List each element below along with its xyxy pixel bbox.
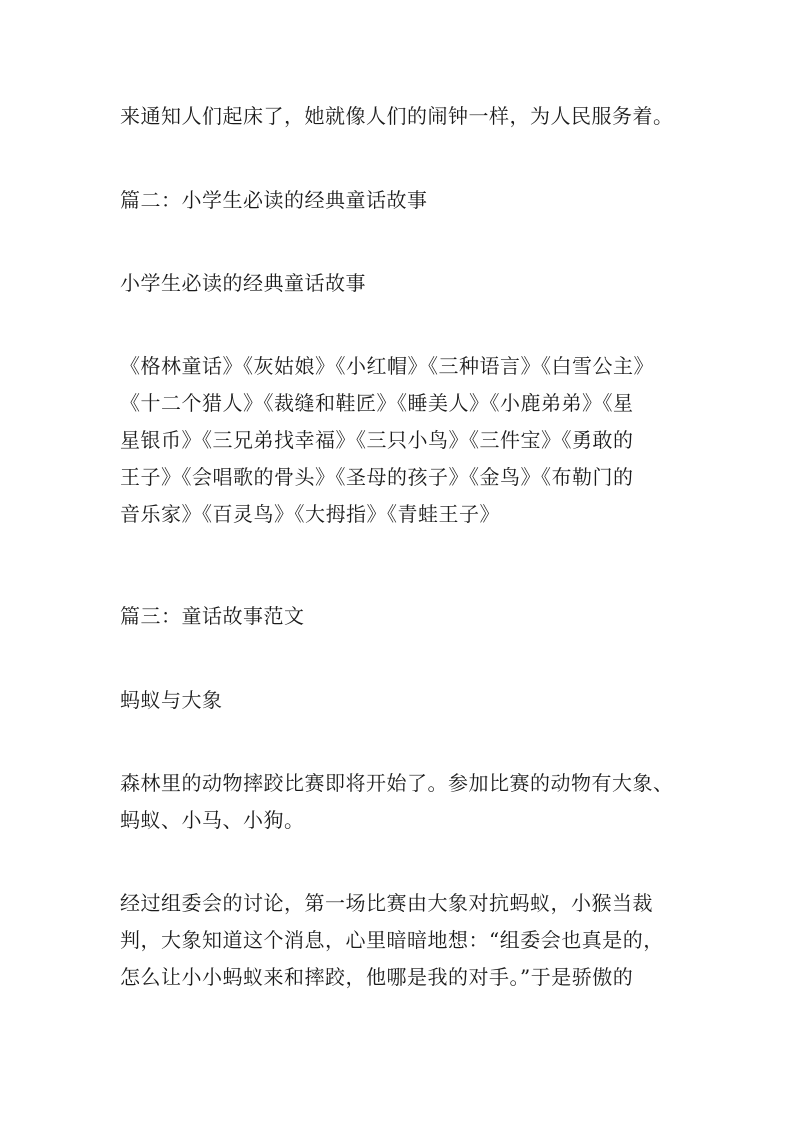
paragraph-intro: [120, 98, 690, 135]
text-line: 王子》《会唱歌的骨头》《圣母的孩子》《金鸟》《布勒门的: [120, 465, 634, 489]
text-line: 蚂蚁、小马、小狗。: [120, 808, 305, 832]
story-paragraph-2: [120, 885, 690, 996]
text-line: 来通知人们起床了，她就像人们的闹钟一样，为人民服务着。: [120, 104, 674, 128]
text-line: 森林里的动物摔跤比赛即将开始了。参加比赛的动物有大象、: [120, 771, 674, 795]
text-line: 《十二个猎人》《裁缝和鞋匠》《睡美人》《小鹿弟弟》《星: [120, 391, 634, 415]
text-line: 经过组委会的讨论，第一场比赛由大象对抗蚂蚁，小猴当裁: [120, 891, 653, 915]
text-line: 《格林童话》《灰姑娘》《小红帽》《三种语言》《白雪公主》: [120, 354, 654, 378]
book-list-paragraph: [120, 348, 690, 533]
section-heading-2: 篇二：小学生必读的经典童话故事: [120, 188, 428, 212]
section-heading-3: 篇三：童话故事范文: [120, 604, 305, 628]
text-line: 怎么让小小蚂蚁来和摔跤，他哪是我的对手。”于是骄傲的: [120, 965, 634, 989]
text-line: 判，大象知道这个消息，心里暗暗地想：“组委会也真是的，: [120, 928, 664, 952]
section-title-2: 小学生必读的经典童话故事: [120, 271, 366, 295]
text-line: 星银币》《三兄弟找幸福》《三只小鸟》《三件宝》《勇敢的: [120, 428, 634, 452]
story-paragraph-1: [120, 765, 690, 839]
story-title: 蚂蚁与大象: [120, 688, 223, 712]
text-line: 音乐家》《百灵鸟》《大拇指》《青蛙王子》: [120, 502, 500, 526]
